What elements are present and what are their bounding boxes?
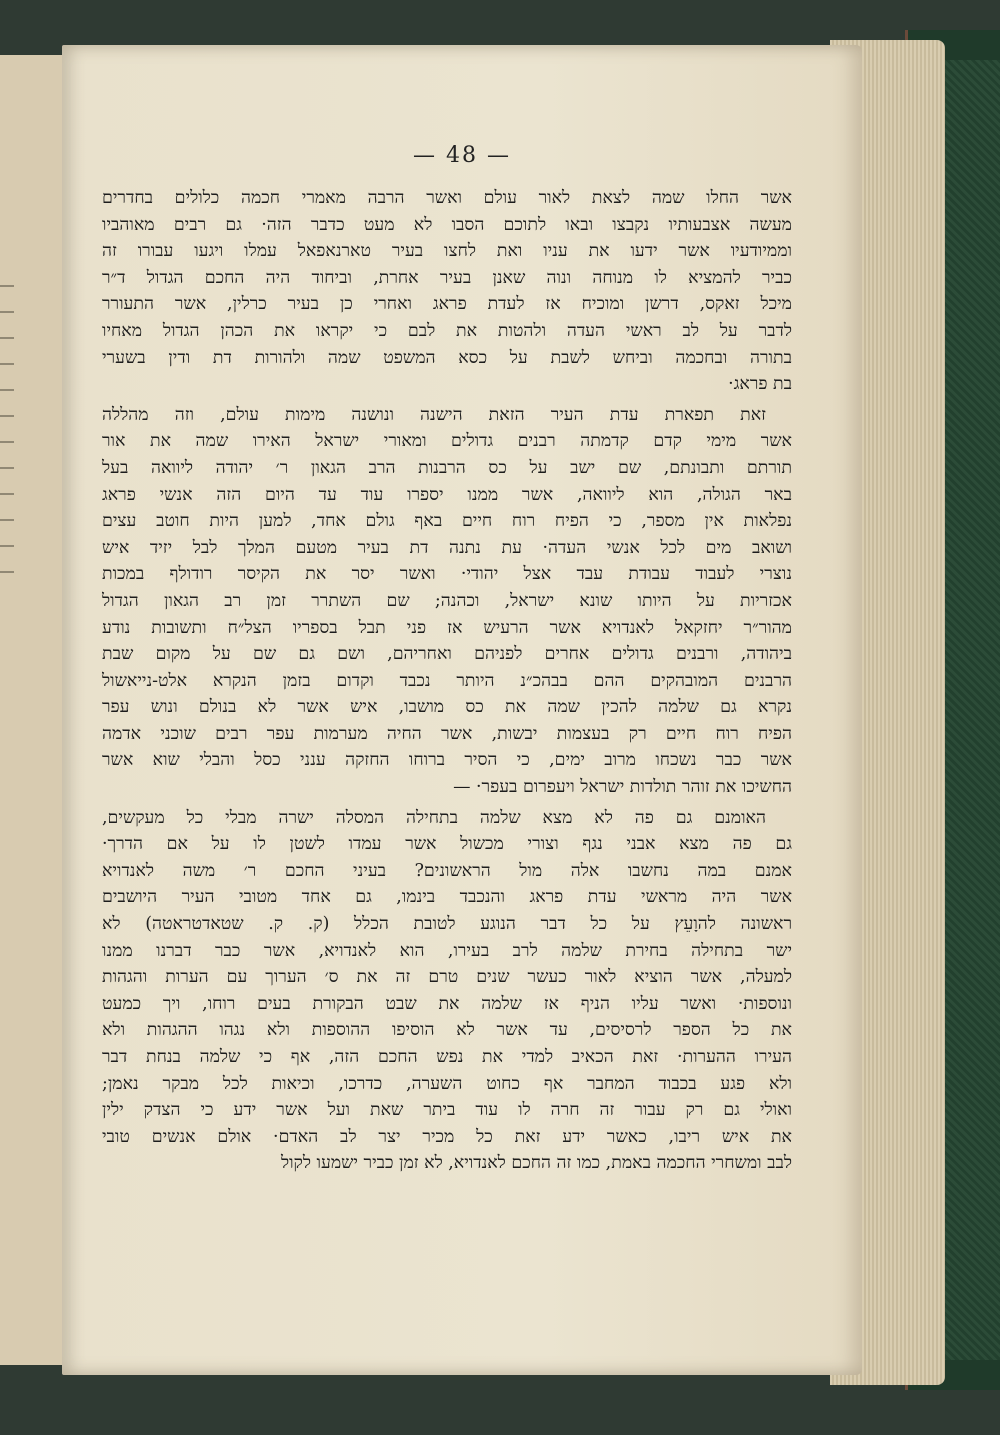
text-line: את איש ריבו, כאשר ידע זאת כל מכיר יצר לב האדם· אולם אנשים טובי — [102, 1126, 792, 1147]
text-line: הרבנים המובהקים ההם בבהכ״נ היותר נכבד וקדום בזמן הנקרא אלט-נייאשול — [102, 670, 792, 691]
text-line: ביהודה, ורבנים גדולים אחרים לפניהם ואחריהם, ושם גם שם על מקום שבת — [102, 644, 792, 665]
text-line: מיכל זאקס, דרשן ומוכיח אז לעדת פראג ואחרי כן בעיר כרלין, אשר התעורר — [102, 294, 792, 315]
text-line: ולא פגע בכבוד המחבר אף כחוט השערה, כדרכו, וכיאות לכל מבקר נאמן; — [102, 1073, 792, 1094]
text-line: נפלאות אין מספר, כי הפיח רוח חיים באף גולם אחד, למען היות חוטב עצים — [102, 511, 792, 532]
text-line: אשר מימי קדם קדמתה רבנים גדולים ומאורי ישראל האירו שמה את אור — [102, 431, 792, 452]
text-line: ואולי גם רק עבור זה חרה לו עוד ביתר שאת ועל אשר ידע כי הצדק ילין — [102, 1100, 792, 1121]
text-line: את כל הספר לרסיסים, עד אשר לא הוסיפו ההוספות ולא נגהו ההגהות ולא — [102, 1020, 792, 1041]
text-line: אכזריות על היותו שונא ישראל, וכהנה; שם השתרר זמן רב הגאון הגדול — [102, 590, 792, 611]
left-page-text-fragment — [0, 285, 14, 585]
text-line: החשיכו את זוהר תולדות ישראל ויעפרום בעפר· — — [453, 777, 792, 798]
text-line: למעלה, אשר הוציא לאור כעשר שנים טרם זה את ס׳ הערוך עם הערות והגהות — [102, 967, 792, 988]
text-line: אשר כבר נשכחו מרוב ימים, כי הסיר ברוחו החזקה ענני כסל והבלי שוא אשר — [102, 750, 792, 771]
text-line: גם פה מצא אבני נגף וצורי מכשול אשר עמדו לשטן לו על אם הדרך· — [102, 834, 792, 855]
text-line: ונוספות· ואשר עליו הניף אז שלמה את שבט הבקורת בעים רוחו, ויך כמעט — [102, 993, 792, 1014]
text-line: נקרא גם שלמה להכין שמה את כס מושבו, איש אשר לא בנולם ונוש עפר — [102, 697, 792, 718]
text-line: לבב ומשחרי החכמה באמת, כמו זה החכם לאנדויא, לא זמן כביר ישמעו לקול — [280, 1153, 792, 1174]
text-line: אמנם במה נחשבו אלה מול הראשונים? בעיני החכם ר׳ משה לאנדויא — [102, 860, 792, 881]
text-line: זאת תפארת עדת העיר הזאת הישנה ונושנה מימות עולם, וזה מהללה — [102, 404, 766, 425]
text-line: לדבר על לב ראשי העדה ולהטות את לבם כי יקראו את הכהן הגדול מאחיו — [102, 320, 792, 341]
text-line: נוצרי לעבוד עבודת עבד אצל יהודי· ואשר יסר את הקיסר רודולף במכות — [102, 564, 792, 585]
text-line: אשר החלו שמה לצאת לאור עולם ואשר הרבה מאמרי חכמה כלולים בחדרים — [102, 188, 792, 208]
paragraph-3 — [102, 805, 792, 1177]
right-page — [62, 45, 862, 1375]
text-line: אשר היה מראשי עדת פראג והנכבד בינמו, גם אחד מטובי העיר היושבים — [102, 887, 792, 908]
text-line: ישר בתחילה בחירת שלמה לרב בעירו, הוא לאנדויא, אשר כבר דברנו ממנו — [102, 940, 792, 961]
left-page — [0, 55, 64, 1365]
text-line: בתורה ובחכמה וביחש לשבת על כסא המשפט שמה ולהורות דת ודין בשערי — [102, 347, 792, 368]
text-line: תורתם ותבונתם, שם ישב על כס הרבנות הרב הגאון ר׳ יהודה ליוואה בעל — [102, 457, 792, 478]
text-line: ושואב מים לכל אנשי העדה· עת נתנה דת בעיר מטעם המלך לבל יזיד איש — [102, 537, 792, 558]
text-body — [102, 185, 792, 1177]
text-line: מהור״ר יחזקאל לאנדויא אשר הרעיש אז פני תבל בספריו הצל״ח ותשובות נודע — [102, 617, 792, 638]
paragraph-2 — [102, 402, 792, 801]
text-line: וממיודעיו אשר ידעו את עניו ואת לחצו בעיר טארנאפאל עמלו ויגעו עבורו זה — [102, 241, 792, 262]
text-line: מעשה אצבעותיו נקבצו ובאו לתוכם הסבו לא מעט כדבר הזה· גם רבים מאוהביו — [102, 214, 792, 235]
text-line: כביר להמציא לו מנוחה ונוה שאנן בעיר אחרת, וביחוד היה החכם הגדול ד״ר — [102, 267, 792, 288]
text-line: בת פראג· — [728, 374, 792, 395]
text-line: העירו ההערות· זאת הכאיב למדי את נפש החכם הזה, אף כי שלמה בנחת דבר — [102, 1047, 792, 1067]
page-number: — 48 — — [413, 143, 511, 168]
text-line: באר הגולה, הוא ליוואה, אשר ממנו יספרו עוד עד היום הזה אנשי פראג — [102, 484, 792, 505]
text-line: ראשונה להוָעֵץ על כל דבר הנוגע לטובת הכלל (ק. ק. שטאדטראטה) לא — [102, 914, 792, 935]
paragraph-1 — [102, 185, 792, 398]
text-line: האומנם גם פה לא מצא שלמה בתחילה המסלה ישרה מבלי כל מעקשים, — [102, 807, 766, 828]
text-line: הפיח רוח חיים רק בעצמות יבשות, אשר החיה מערמות עפר רבים שוכני אדמה — [102, 723, 792, 744]
